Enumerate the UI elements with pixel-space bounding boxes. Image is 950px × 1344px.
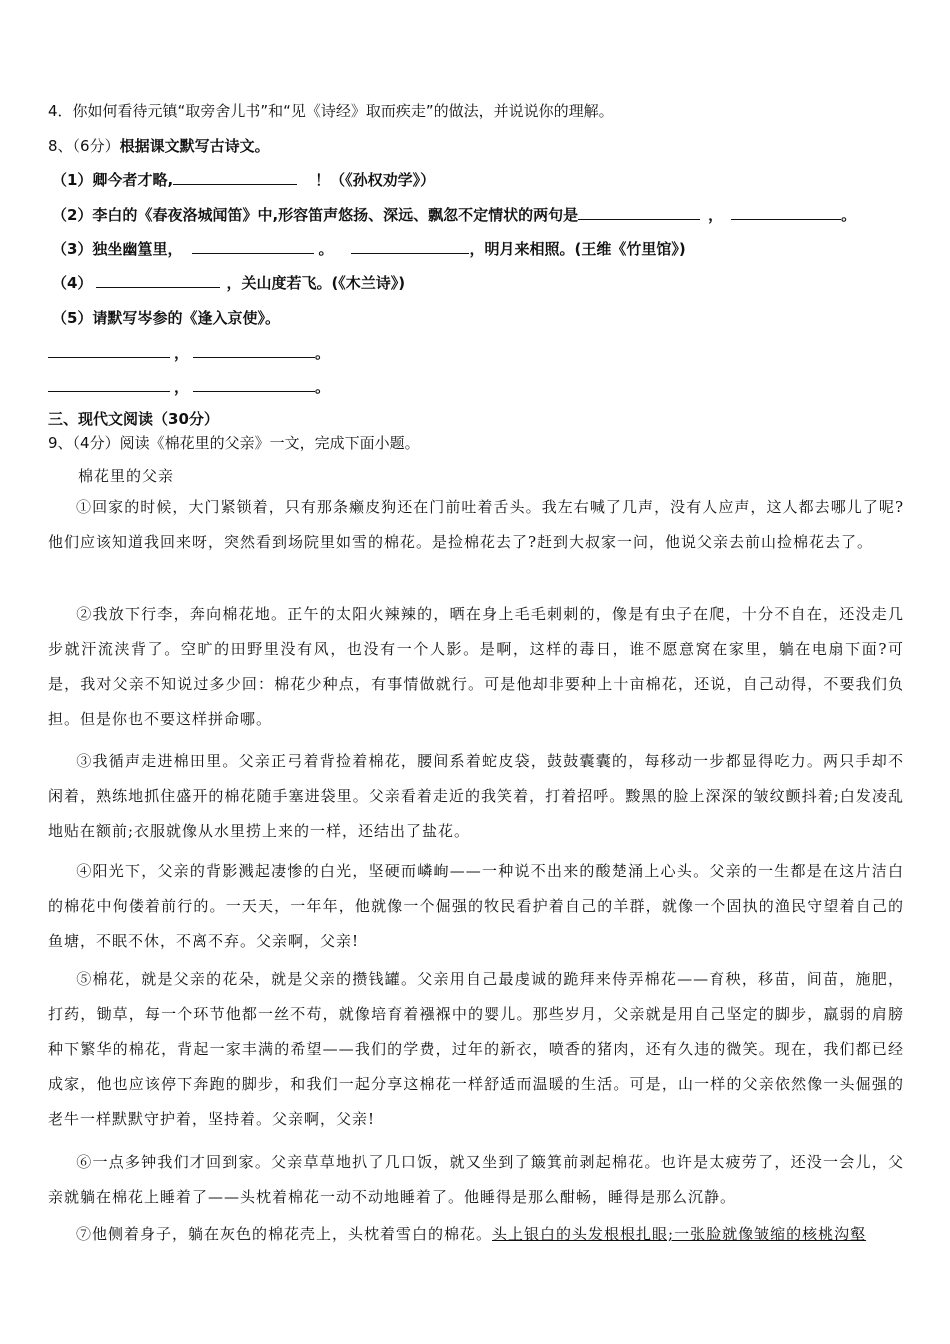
q8-item-4-source: ，关山度若飞。(《木兰诗》) bbox=[226, 274, 406, 292]
paragraph-5: ⑤棉花，就是父亲的花朵，就是父亲的攒钱罐。父亲用自己最虔诚的跪拜来侍弄棉花——育秧，移苗，间苗，施肥，打药，锄草，每一个环节他都一丝不苟，就像培育着襁褓中的婴儿。那些岁月，父亲就是用自己坚定的脚步，羸弱的肩膀种下繁华的棉花，背起一家丰满的希望——我们的学费，过年的新衣，喷香的猪肉，还有久违的微笑。现在，我们都已经成家，他也应该停下奔跑的脚步，和我们一起分享这棉花一样舒适而温暖的生活。可是，山一样的父亲依然像一头倔强的老牛一样默默守护着，坚持着。父亲啊，父亲! bbox=[48, 970, 904, 1128]
answer-blank[interactable] bbox=[351, 238, 469, 254]
q8-item-5: （5）请默写岑参的《逢入京使》。 bbox=[52, 309, 280, 327]
answer-blank[interactable] bbox=[578, 204, 700, 220]
answer-blank[interactable] bbox=[731, 204, 841, 220]
question-8-number: 8、（6分） bbox=[48, 137, 120, 155]
paragraph-3: ③我循声走进棉田里。父亲正弓着背捡着棉花，腰间系着蛇皮袋，鼓鼓囊囊的，每移动一步都显得吃力。两只手却不闲着，熟练地抓住盛开的棉花随手塞进袋里。父亲看着走近的我笑着，打着招呼。黢黑的脸上深深的皱纹颤抖着;白发凌乱地贴在额前;衣服就像从水里捞上来的一样，还结出了盐花。 bbox=[48, 752, 904, 840]
answer-blank[interactable] bbox=[96, 272, 220, 288]
q8-item-3-prompt: （3）独坐幽篁里， bbox=[52, 240, 183, 258]
q8-item-4-number: （4） bbox=[52, 274, 93, 292]
paragraph-4: ④阳光下，父亲的背影溅起凄惨的白光，坚硬而嶙峋——一种说不出来的酸楚涌上心头。父亲的一生都是在这片洁白的棉花中佝偻着前行的。一天天，一年年，他就像一个倔强的牧民看护着自己的羊群，就像一个固执的渔民守望着自己的鱼塘，不眠不休，不离不弃。父亲啊，父亲! bbox=[48, 862, 904, 950]
q8-item-3-period: 。 bbox=[318, 240, 334, 258]
paragraph-1: ①回家的时候，大门紧锁着，只有那条癞皮狗还在门前吐着舌头。我左右喊了几声，没有人应声，这人都去哪儿了呢?他们应该知道我回来呀，突然看到场院里如雪的棉花。是捡棉花去了?赶到大叔家一问，他说父亲去前山捡棉花去了。 bbox=[48, 498, 904, 551]
period: 。 bbox=[315, 344, 331, 362]
q8-item-3-source: ，明月来相照。(王维《竹里馆》) bbox=[469, 240, 686, 258]
period: 。 bbox=[315, 378, 331, 396]
answer-blank[interactable] bbox=[173, 169, 297, 185]
paragraph-7: ⑦他侧着身子，躺在灰色的棉花壳上，头枕着雪白的棉花。头上银白的头发根根扎眼;一张脸就像皱缩的核桃沟壑 bbox=[76, 1225, 867, 1243]
article-title: 棉花里的父亲 bbox=[78, 467, 175, 485]
q8-item-5-line-2 bbox=[48, 376, 330, 397]
answer-blank[interactable] bbox=[193, 376, 315, 392]
q8-item-2-period: 。 bbox=[841, 206, 857, 224]
question-8-instruction: 根据课文默写古诗文。 bbox=[119, 137, 270, 155]
q8-item-3 bbox=[52, 238, 686, 259]
q8-item-2 bbox=[52, 204, 856, 225]
question-4: 4．你如何看待元镇“取旁舍儿书”和“见《诗经》取而疾走”的做法，并说说你的理解。 bbox=[48, 102, 614, 120]
paragraph-6: ⑥一点多钟我们才回到家。父亲草草地扒了几口饭，就又坐到了簸箕前剥起棉花。也许是太疲劳了，还没一会儿，父亲就躺在棉花上睡着了——头枕着棉花一动不动地睡着了。他睡得是那么酣畅，睡得是那么沉静。 bbox=[48, 1153, 904, 1206]
paragraph-2: ②我放下行李，奔向棉花地。正午的太阳火辣辣的，晒在身上毛毛刺刺的，像是有虫子在爬，十分不自在，还没走几步就汗流浃背了。空旷的田野里没有风，也没有一个人影。是啊，这样的毒日，谁不愿意窝在家里，躺在电扇下面?可是，我对父亲不知说过多少回：棉花少种点，有事情做就行。可是他却非要种上十亩棉花，还说，自己动得，不要我们负担。但是你也不要这样拼命哪。 bbox=[48, 605, 904, 728]
q8-item-2-prompt: （2）李白的《春夜洛城闻笛》中,形容笛声悠扬、深远、飘忽不定情状的两句是 bbox=[52, 206, 579, 224]
answer-blank[interactable] bbox=[193, 342, 315, 358]
underlined-sentence: 头上银白的头发根根扎眼;一张脸就像皱缩的核桃沟壑 bbox=[492, 1225, 867, 1243]
q8-item-4 bbox=[52, 272, 405, 293]
q8-item-2-comma: ， bbox=[708, 206, 724, 224]
answer-blank[interactable] bbox=[192, 238, 314, 254]
q8-item-1-prompt: （1）卿今者才略, bbox=[52, 171, 174, 189]
q8-item-1-source: ！（《孙权劝学》） bbox=[315, 171, 436, 189]
comma: ， bbox=[174, 378, 190, 396]
answer-blank[interactable] bbox=[48, 376, 170, 392]
question-9: 9、（4分）阅读《棉花里的父亲》一文，完成下面小题。 bbox=[48, 434, 420, 452]
question-8-header bbox=[48, 135, 270, 156]
section-3-title: 三、现代文阅读（30分） bbox=[48, 410, 219, 428]
comma: ， bbox=[174, 344, 190, 362]
q8-item-1 bbox=[52, 169, 435, 190]
answer-blank[interactable] bbox=[48, 342, 170, 358]
q8-item-5-line-1 bbox=[48, 342, 330, 363]
